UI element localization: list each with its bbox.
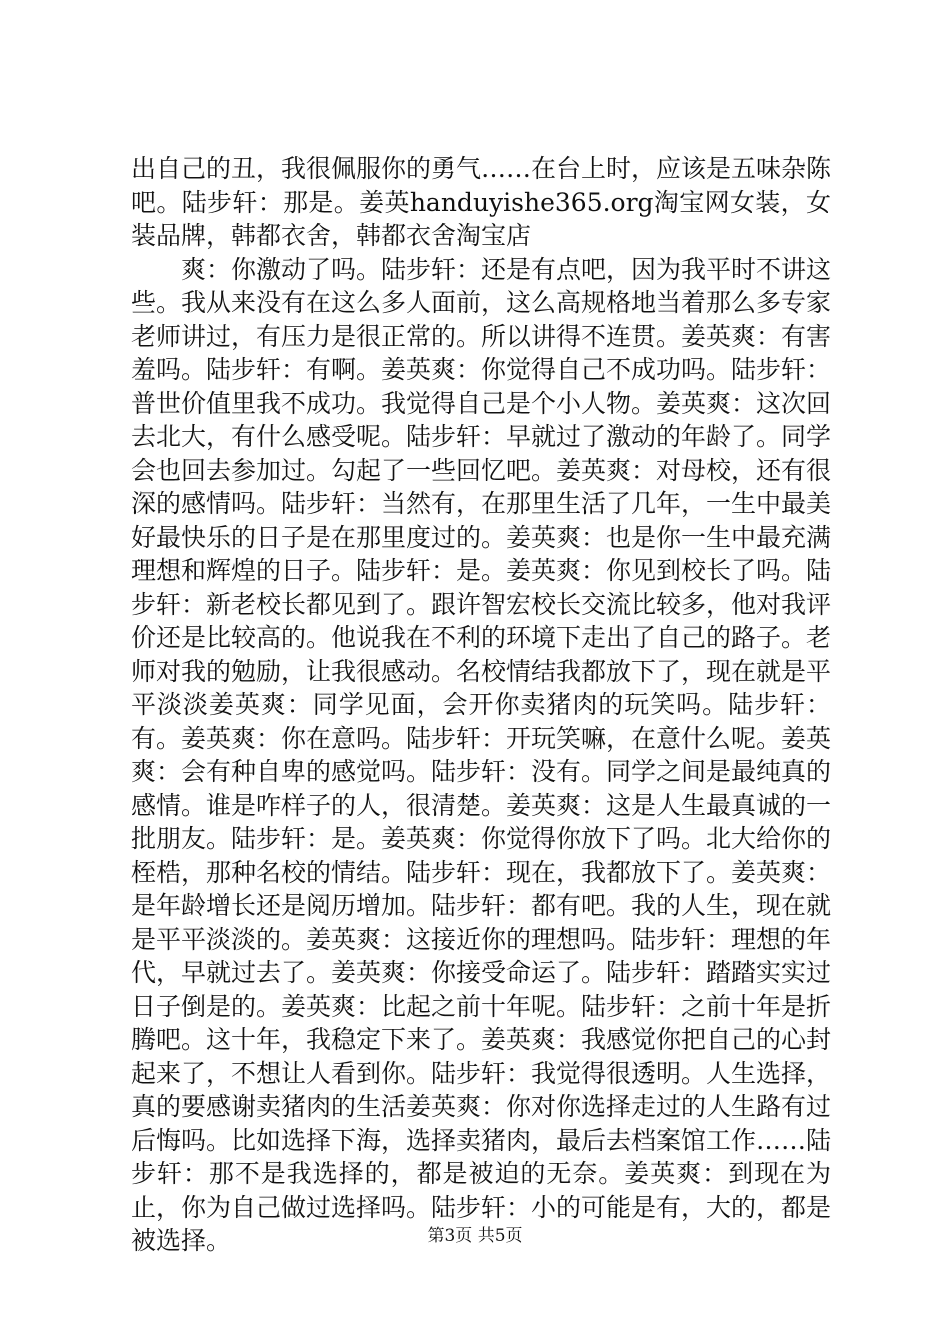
document-body <box>131 152 831 1258</box>
paragraph-1: 出自己的丑，我很佩服你的勇气……在台上时，应该是五味杂陈吧。陆步轩：那是。姜英handuyishe365.org淘宝网女装，女装品牌，韩都衣舍，韩都衣舍淘宝店 <box>131 154 832 250</box>
page-number-footer: 第3页 共5页 <box>427 1226 523 1246</box>
paragraph-2: 爽：你激动了吗。陆步轩：还是有点吧，因为我平时不讲这些。我从来没有在这么多人面前，这么高规格地当着那么多专家老师讲过，有压力是很正常的。所以讲得不连贯。姜英爽：有害羞吗。陆步轩：有啊。姜英爽：你觉得自己不成功吗。陆步轩：普世价值里我不成功。我觉得自己是个小人物。姜英爽：这次回去北大，有什么感受呢。陆步轩：早就过了激动的年龄了。同学会也回去参加过。勾起了一些回忆吧。姜英爽：对母校，还有很深的感情吗。陆步轩：当然有，在那里生活了几年，一生中最美好最快乐的日子是在那里度过的。姜英爽：也是你一生中最充满理想和辉煌的日子。陆步轩：是。姜英爽：你见到校长了吗。陆步轩：新老校长都见到了。跟许智宏校长交流比较多，他对我评价还是比较高的。他说我在不利的环境下走出了自己的路子。老师对我的勉励，让我很感动。名校情结我都放下了，现在就是平平淡淡姜英爽：同学见面，会开你卖猪肉的玩笑吗。陆步轩：有。姜英爽：你在意吗。陆步轩：开玩笑嘛，在意什么呢。姜英爽：会有种自卑的感觉吗。陆步轩：没有。同学之间是最纯真的感情。谁是咋样子的人，很清楚。姜英爽：这是人生最真诚的一批朋友。陆步轩：是。姜英爽：你觉得你放下了吗。北大给你的桎梏，那种名校的情结。陆步轩：现在，我都放下了。姜英爽：是年龄增长还是阅历增加。陆步轩：都有吧。我的人生，现在就是平平淡淡的。姜英爽：这接近你的理想吗。陆步轩：理想的年代，早就过去了。姜英爽：你接受命运了。陆步轩：踏踏实实过日子倒是的。姜英爽：比起之前十年呢。陆步轩：之前十年是折腾吧。这十年，我稳定下来了。姜英爽：我感觉你把自己的心封起来了，不想让人看到你。陆步轩：我觉得很透明。人生选择，真的要感谢卖猪肉的生活姜英爽：你对你选择走过的人生路有过后悔吗。比如选择下海，选择卖猪肉，最后去档案馆工作……陆步轩：那不是我选择的，都是被迫的无奈。姜英爽：到现在为止，你为自己做过选择吗。陆步轩：小的可能是有，大的，都是被选择。 <box>131 254 832 1255</box>
